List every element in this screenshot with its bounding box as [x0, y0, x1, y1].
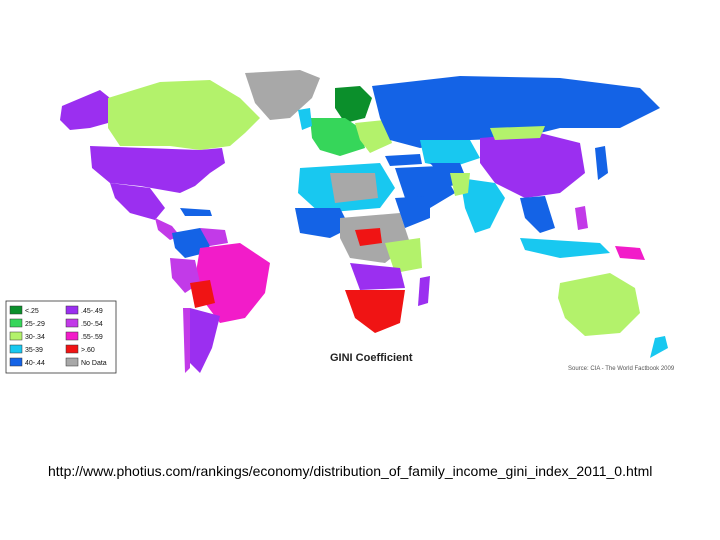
madagascar	[418, 276, 430, 306]
legend-swatch	[10, 345, 22, 353]
legend-label: .55-.59	[81, 334, 103, 341]
legend-swatch	[66, 306, 78, 314]
legend-label: 25-.29	[25, 321, 45, 328]
australia	[558, 273, 640, 336]
legend-label: <.25	[25, 308, 39, 315]
usa	[90, 146, 225, 193]
caribbean	[180, 208, 212, 216]
uk	[298, 108, 312, 130]
legend-label: .45-.49	[81, 308, 103, 315]
mongolia	[490, 126, 545, 140]
indonesia	[520, 238, 610, 258]
world-gini-map	[0, 68, 691, 380]
legend-swatch	[10, 358, 22, 366]
canada	[108, 80, 260, 150]
new-zealand	[650, 336, 668, 358]
argentina	[190, 308, 220, 373]
sahara-no-data	[330, 173, 378, 203]
legend-swatch	[66, 319, 78, 327]
map-source: Source: CIA - The World Factbook 2009	[568, 366, 675, 372]
source-url-caption[interactable]: http://www.photius.com/rankings/economy/distribution_of_family_income_gini_index_2011_0.html	[48, 463, 653, 479]
legend-label: >.60	[81, 347, 95, 354]
papua-new-guinea	[615, 246, 645, 260]
legend-swatch	[10, 319, 22, 327]
legend-label: No Data	[81, 360, 107, 367]
legend-label: .50-.54	[81, 321, 103, 328]
legend-swatch	[66, 332, 78, 340]
southern-africa	[345, 290, 405, 333]
legend-label: 30-.34	[25, 334, 45, 341]
legend-label: 35-39	[25, 347, 43, 354]
legend-swatch	[10, 306, 22, 314]
map-title: GINI Coefficient	[330, 352, 413, 364]
turkey	[385, 154, 422, 166]
legend-label: 40-.44	[25, 360, 45, 367]
legend-swatch	[66, 345, 78, 353]
legend-swatch	[10, 332, 22, 340]
japan	[595, 146, 608, 180]
legend-swatch	[66, 358, 78, 366]
scandinavia	[335, 86, 372, 123]
philippines	[575, 206, 588, 230]
chile	[183, 308, 190, 373]
alaska	[60, 90, 110, 130]
southeast-asia	[520, 196, 555, 233]
